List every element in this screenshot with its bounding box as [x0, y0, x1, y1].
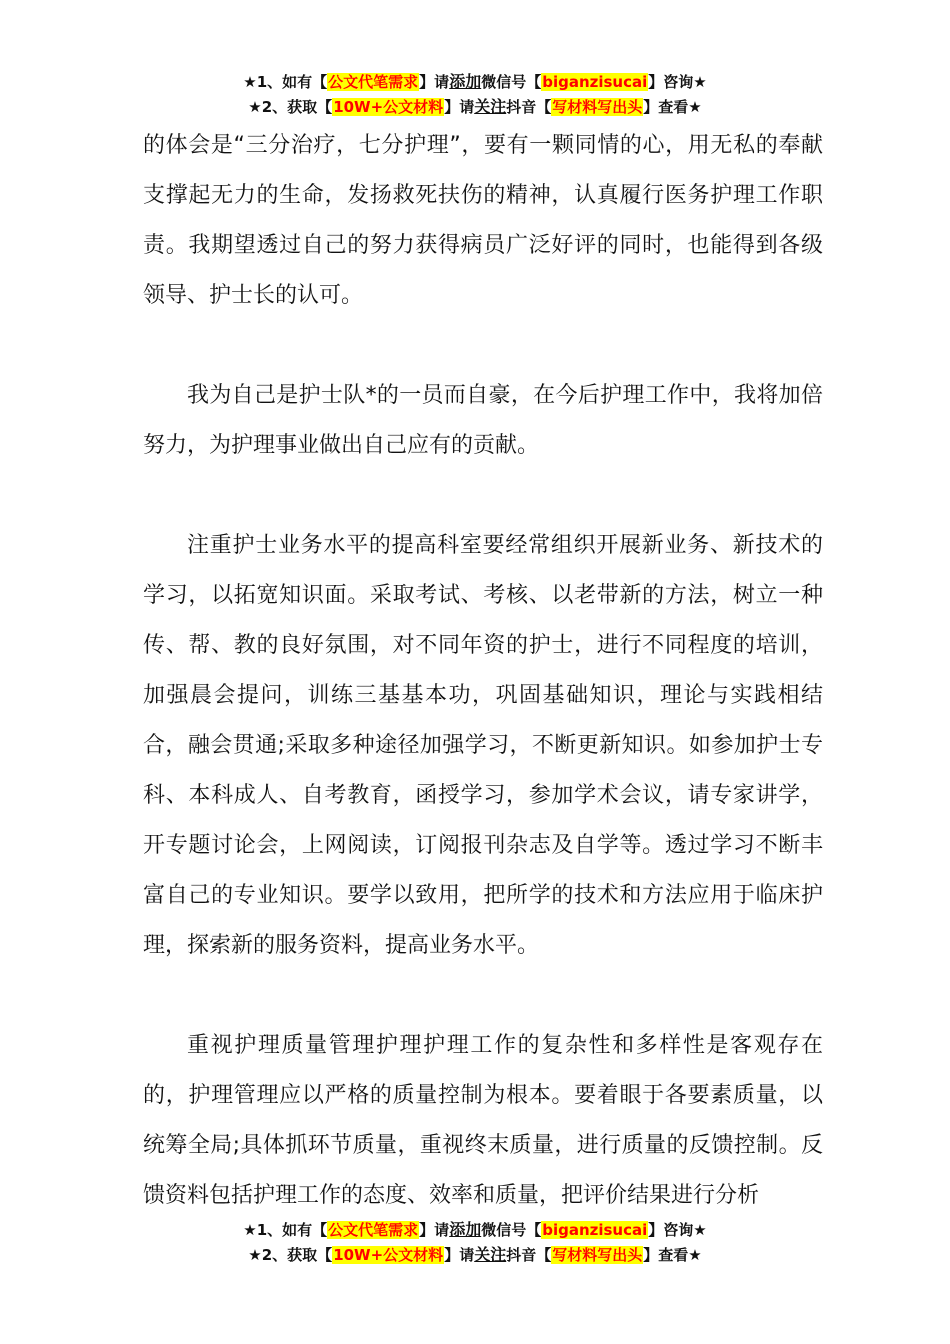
paragraph-4: 重视护理质量管理护理护理工作的复杂性和多样性是客观存在的，护理管理应以严格的质量控制为根本。要着眼于各要素质量，以统筹全局;具体抓环节质量，重视终末质量，进行质量的反馈控制。反馈资料包括护理工作的态度、效率和质量，把评价结果进行分析 — [143, 1033, 823, 1208]
footer-line-1-mid-2: 微信号【 — [481, 1221, 542, 1239]
footer-line-1-prefix: ★1、如有【 — [243, 1221, 328, 1239]
paragraph-spacer — [143, 971, 823, 1021]
header-line-2-emphasis: 关注 — [474, 97, 507, 116]
header-line-2-mid-2: 抖音【 — [506, 98, 552, 116]
footer-line-1-suffix: 】咨询★ — [648, 1221, 707, 1239]
footer-line-2-emphasis: 关注 — [474, 1245, 507, 1264]
header-line-1-mid-2: 微信号【 — [481, 73, 542, 91]
header-line-1-mid-1: 】请 — [419, 73, 450, 91]
paragraph-3: 注重护士业务水平的提高科室要经常组织开展新业务、新技术的学习，以拓宽知识面。采取考试、考核、以老带新的方法，树立一种传、帮、教的良好氛围，对不同年资的护士，进行不同程度的培训，加强晨会提问，训练三基基本功，巩固基础知识，理论与实践相结合，融会贯通;采取多种途径加强学习，不断更新知识。如参加护士专科、本科成人、自考教育，函授学习，参加学术会议，请专家讲学，开专题讨论会，上网阅读，订阅报刊杂志及自学等。透过学习不断丰富自己的专业知识。要学以致用，把所学的技术和方法应用于临床护理，探索新的服务资料，提高业务水平。 — [143, 533, 823, 958]
header-line-1-prefix: ★1、如有【 — [243, 73, 328, 91]
footer-line-1-emphasis: 添加 — [449, 1220, 482, 1239]
footer-banner — [0, 1217, 950, 1267]
header-banner — [0, 69, 950, 119]
header-line-1-emphasis: 添加 — [449, 72, 482, 91]
header-line-1 — [0, 69, 950, 94]
header-line-1-highlight-1: 公文代笔需求 — [328, 73, 419, 91]
header-line-1-highlight-2: biganzisucai — [542, 73, 648, 91]
footer-line-1-highlight-2: biganzisucai — [542, 1221, 648, 1239]
header-line-2-highlight-2: 写材料写出头 — [552, 98, 643, 116]
paragraph-spacer — [143, 321, 823, 371]
footer-line-1-highlight-1: 公文代笔需求 — [328, 1221, 419, 1239]
footer-line-2 — [0, 1242, 950, 1267]
header-line-2 — [0, 94, 950, 119]
footer-line-2-prefix: ★2、获取【 — [248, 1246, 333, 1264]
footer-line-2-suffix: 】查看★ — [643, 1246, 702, 1264]
footer-line-2-mid-2: 抖音【 — [506, 1246, 552, 1264]
footer-line-2-highlight-1: 10W+公文材料 — [333, 1246, 444, 1264]
paragraph-2: 我为自己是护士队*的一员而自豪，在今后护理工作中，我将加倍努力，为护理事业做出自己应有的贡献。 — [143, 383, 823, 458]
header-line-1-suffix: 】咨询★ — [648, 73, 707, 91]
header-line-2-prefix: ★2、获取【 — [248, 98, 333, 116]
header-line-2-mid-1: 】请 — [444, 98, 475, 116]
footer-line-1 — [0, 1217, 950, 1242]
document-body — [143, 121, 823, 1221]
footer-line-2-mid-1: 】请 — [444, 1246, 475, 1264]
footer-line-1-mid-1: 】请 — [419, 1221, 450, 1239]
footer-line-2-highlight-2: 写材料写出头 — [552, 1246, 643, 1264]
paragraph-1: 的体会是“三分治疗，七分护理”，要有一颗同情的心，用无私的奉献支撑起无力的生命，发扬救死扶伤的精神，认真履行医务护理工作职责。我期望透过自己的努力获得病员广泛好评的同时，也能得到各级领导、护士长的认可。 — [143, 133, 823, 308]
paragraph-spacer — [143, 471, 823, 521]
header-line-2-suffix: 】查看★ — [643, 98, 702, 116]
header-line-2-highlight-1: 10W+公文材料 — [333, 98, 444, 116]
